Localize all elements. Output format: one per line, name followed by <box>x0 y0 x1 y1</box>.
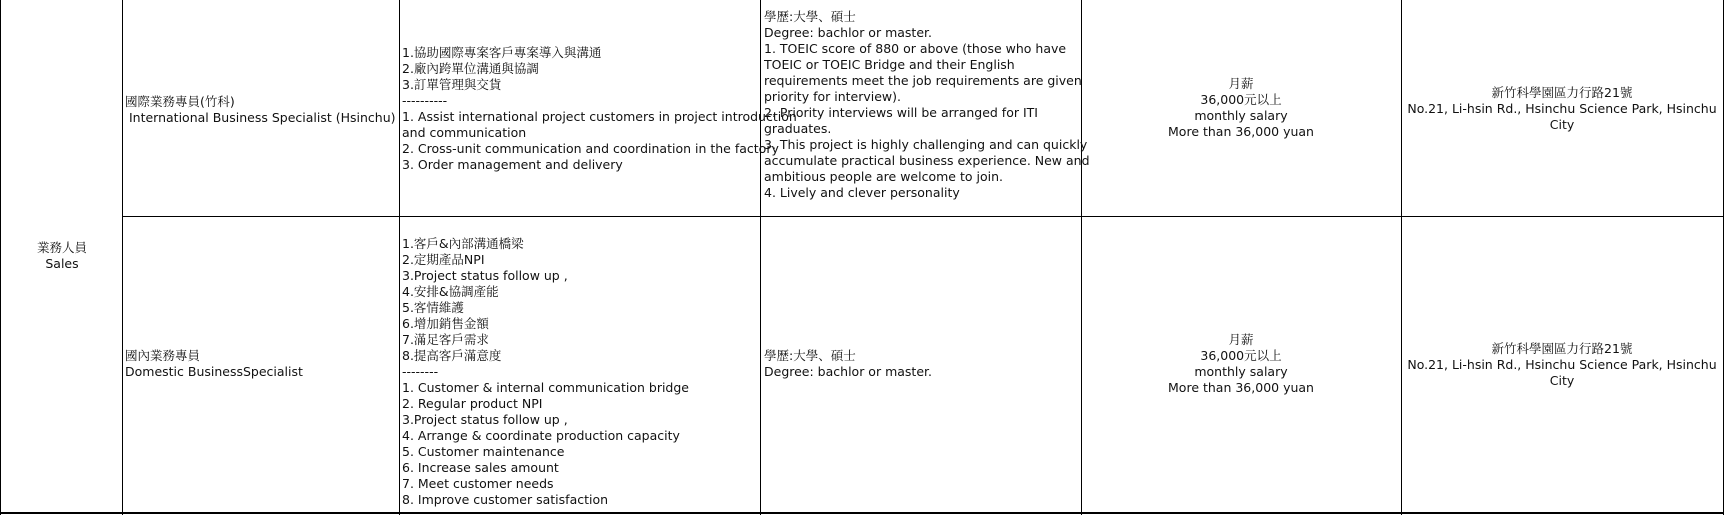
location-line: No.21, Li-hsin Rd., Hsinchu Science Park, Hsinchu <box>1407 101 1717 116</box>
location-cell <box>1402 85 1722 133</box>
salary-line: 36,000元以上 <box>1200 348 1282 363</box>
requirement-line: 學歷:大學、碩士 <box>764 348 856 363</box>
requirement-line: 2. Priority interviews will be arranged for ITI <box>764 105 1038 120</box>
duties-cell <box>402 236 689 508</box>
job-title-zh: 國際業務專員(竹科) <box>125 94 235 109</box>
requirement-line: 學歷:大學、碩士 <box>764 9 856 24</box>
duty-line: 2. Cross-unit communication and coordination in the factory <box>402 141 779 156</box>
requirement-line: Degree: bachlor or master. <box>764 25 932 40</box>
category-zh: 業務人員 <box>36 240 87 255</box>
duty-line: 4.安排&協調產能 <box>402 284 499 299</box>
duty-line: 6. Increase sales amount <box>402 460 559 475</box>
grid-line <box>122 216 1724 217</box>
salary-line: monthly salary <box>1194 108 1288 123</box>
category-en: Sales <box>45 256 79 271</box>
salary-line: 月薪 <box>1228 332 1254 347</box>
duty-line: 1.客戶&內部溝通橋梁 <box>402 236 524 251</box>
salary-cell <box>1082 76 1400 140</box>
requirement-line: 4. Lively and clever personality <box>764 185 960 200</box>
duty-line: 1. Assist international project customers in project introduction <box>402 109 797 124</box>
requirement-line: ambitious people are welcome to join. <box>764 169 1003 184</box>
requirement-line: 3. This project is highly challenging and can quickly <box>764 137 1088 152</box>
duty-line: 4. Arrange & coordinate production capacity <box>402 428 680 443</box>
duty-line: 3. Order management and delivery <box>402 157 623 172</box>
grid-line <box>1401 0 1402 515</box>
grid-line <box>399 0 400 515</box>
requirement-line: TOEIC or TOEIC Bridge and their English <box>764 57 1015 72</box>
duty-line: 3.訂單管理與交貨 <box>402 77 502 92</box>
duty-line: -------- <box>402 364 439 379</box>
duty-line: ---------- <box>402 93 448 108</box>
job-title-zh: 國內業務專員 <box>125 348 201 363</box>
job-title-cell <box>125 94 396 126</box>
location-line: City <box>1549 373 1575 388</box>
requirement-line: 1. TOEIC score of 880 or above (those who have <box>764 41 1067 56</box>
salary-line: More than 36,000 yuan <box>1168 124 1314 139</box>
duty-line: 8. Improve customer satisfaction <box>402 492 609 507</box>
duty-line: 5.客情維護 <box>402 300 464 315</box>
salary-line: monthly salary <box>1194 364 1288 379</box>
duty-line: 3.Project status follow up , <box>402 268 568 283</box>
duty-line: 7.滿足客戶需求 <box>402 332 489 347</box>
grid-line <box>0 0 1 515</box>
requirements-cell <box>764 9 1090 201</box>
requirement-line: priority for interview). <box>764 89 901 104</box>
category-cell <box>2 240 122 272</box>
job-title-en: International Business Specialist (Hsinchu) <box>125 110 396 125</box>
duty-line: 2.廠內跨單位溝通與協調 <box>402 61 539 76</box>
location-line: 新竹科學園區力行路21號 <box>1491 341 1633 356</box>
requirement-line: accumulate practical business experience. New and <box>764 153 1090 168</box>
duty-line: 8.提高客戶滿意度 <box>402 348 502 363</box>
salary-line: 36,000元以上 <box>1200 92 1282 107</box>
location-line: City <box>1549 117 1575 132</box>
requirements-cell <box>764 348 932 380</box>
location-line: 新竹科學園區力行路21號 <box>1491 85 1633 100</box>
job-title-cell <box>125 348 303 380</box>
duty-line: 7. Meet customer needs <box>402 476 554 491</box>
duty-line: 3.Project status follow up , <box>402 412 568 427</box>
duty-line: and communication <box>402 125 527 140</box>
salary-line: More than 36,000 yuan <box>1168 380 1314 395</box>
requirement-line: requirements meet the job requirements are given <box>764 73 1082 88</box>
location-line: No.21, Li-hsin Rd., Hsinchu Science Park, Hsinchu <box>1407 357 1717 372</box>
grid-line <box>122 0 123 515</box>
location-cell <box>1402 341 1722 389</box>
duties-cell <box>402 45 797 173</box>
duty-line: 6.增加銷售金額 <box>402 316 489 331</box>
requirement-line: graduates. <box>764 121 832 136</box>
duty-line: 2. Regular product NPI <box>402 396 543 411</box>
requirement-line: Degree: bachlor or master. <box>764 364 932 379</box>
duty-line: 1. Customer & internal communication bridge <box>402 380 689 395</box>
duty-line: 1.協助國際專案客戶專案導入與溝通 <box>402 45 602 60</box>
salary-line: 月薪 <box>1228 76 1254 91</box>
grid-line <box>0 512 1724 514</box>
duty-line: 2.定期產品NPI <box>402 252 485 267</box>
salary-cell <box>1082 332 1400 396</box>
job-title-en: Domestic BusinessSpecialist <box>125 364 303 379</box>
duty-line: 5. Customer maintenance <box>402 444 565 459</box>
